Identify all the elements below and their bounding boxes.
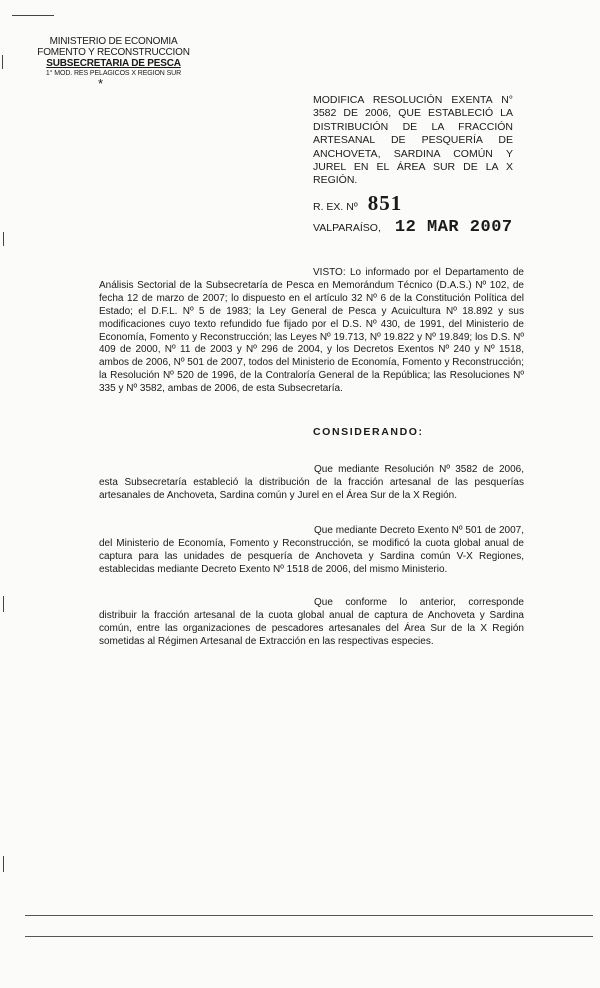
document-title: MODIFICA RESOLUCIÓN EXENTA N° 3582 DE 2006, QUE ESTABLECIÓ LA DISTRIBUCIÓN DE LA FRACCIÓN ARTESANAL DE PESQUERÍA DE ANCHOVETA, SARDINA COMÚN Y JUREL EN EL ÁREA SUR DE LA X REGIÓN. (313, 94, 513, 187)
date-stamp: 12 MAR 2007 (394, 218, 513, 237)
date-line (313, 218, 513, 237)
considerando-item: Que mediante Decreto Exento Nº 501 de 2007, del Ministerio de Economía, Fomento y Reconstrucción, se modificó la cuota global anual de captura para las unidades de pesquería de Anchoveta y Sardina común V-X Regiones, establecidas mediante Decreto Exento Nº 1518 de 2006, del mismo Ministerio. (99, 525, 524, 575)
scan-mark-top-left (12, 15, 54, 16)
scan-mark-edge (3, 856, 4, 872)
subsecretaria-name: SUBSECRETARIA DE PESCA (46, 58, 181, 69)
resolution-number: 851 (367, 191, 403, 215)
resolution-label: R. EX. Nº (313, 201, 358, 213)
considerando-item: Que conforme lo anterior, corresponde distribuir la fracción artesanal de la cuota global anual de captura de Anchoveta y Sardina común, entre las organizaciones de pescadores artesanales del Área Sur de la X Región sometidas al Régimen Artesanal de Extracción en las respectivas especies. (99, 597, 524, 647)
ministry-name-line2: FOMENTO Y RECONSTRUCCION (37, 47, 190, 58)
scan-mark-edge (2, 55, 3, 69)
star-mark: * (98, 76, 104, 91)
document-reference: 1° MOD. RES PELAGICOS X REGION SUR (45, 70, 182, 77)
place-name: VALPARAÍSO, (313, 222, 381, 234)
considerando-heading: CONSIDERANDO: (313, 426, 424, 438)
considerando-item: Que mediante Resolución Nº 3582 de 2006, esta Subsecretaría estableció la distribución de la fracción artesanal de las pesquerías artesanales de Anchoveta, Sardina común y Jurel en el Área Sur de la X Región. (99, 464, 524, 501)
resolution-number-line (313, 191, 402, 216)
page-bottom-rule (25, 936, 593, 937)
ministry-name: MINISTERIO DE ECONOMIA (49, 36, 178, 47)
visto-paragraph: VISTO: Lo informado por el Departamento de Análisis Sectorial de la Subsecretaría de Pesca en Memorándum Técnico (D.A.S.) Nº 102, de fecha 12 de marzo de 2007; lo dispuesto en el artículo 32 Nº 6 de la Constitución Política del Estado; el D.F.L. Nº 5 de 1983; la Ley General de Pesca y Acuicultura Nº 18.892 y sus modificaciones cuyo texto refundido fue fijado por el D.S. Nº 430, de 1991, del Ministerio de Economía, Fomento y Reconstrucción; las Leyes Nº 19.713, Nº 19.822 y Nº 19.849; los D.S. Nº 409 de 2000, Nº 11 de 2003 y Nº 296 de 2004, y los Decretos Exentos Nº 240 y Nº 1518, ambos de 2006, Nº 501 de 2007, todos del Ministerio de Economía, Fomento y Reconstrucción; la Resolución Nº 520 de 1996, de la Contraloría General de la República; las Resoluciones Nº 335 y Nº 3582, ambas de 2006, de esta Subsecretaría. (99, 267, 524, 395)
letterhead (26, 36, 201, 78)
scan-mark-edge (3, 596, 4, 612)
page-bottom-rule (25, 915, 593, 916)
scan-mark-edge (3, 232, 4, 246)
